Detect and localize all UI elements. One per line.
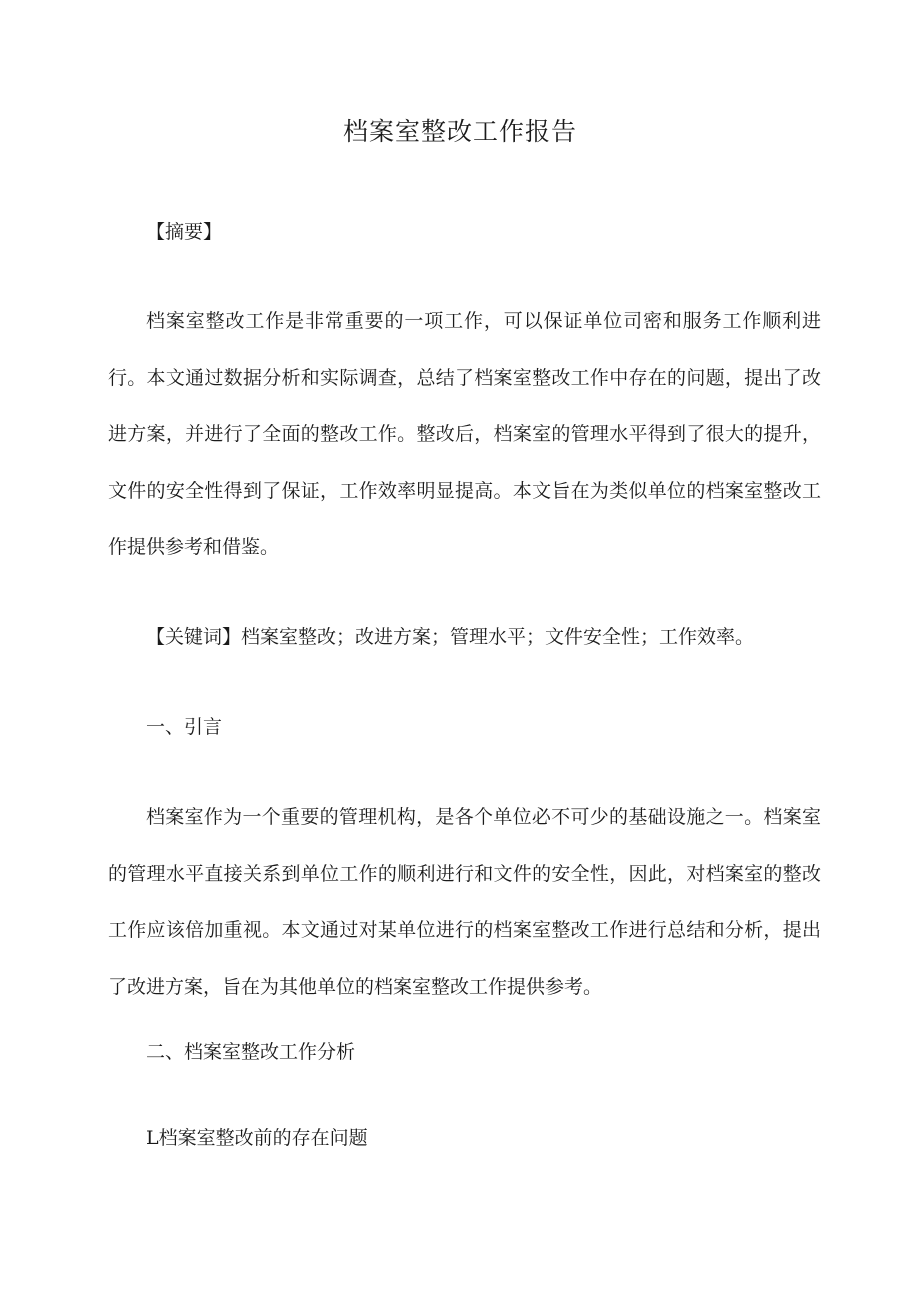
introduction-paragraph: 档案室作为一个重要的管理机构，是各个单位必不可少的基础设施之一。档案室的管理水平直接关系到单位工作的顺利进行和文件的安全性，因此，对档案室的整改工作应该倍加重视。本文通过对某单位进行的档案室整改工作进行总结和分析，提出了改进方案，旨在为其他单位的档案室整改工作提供参考。 <box>108 806 821 998</box>
abstract-body <box>108 293 821 576</box>
section-heading-introduction: 一、引言 <box>146 716 223 738</box>
subsection-heading-problems: L档案室整改前的存在问题 <box>146 1127 368 1149</box>
introduction-body <box>108 789 821 1015</box>
page-title: 档案室整改工作报告 <box>342 117 577 146</box>
section-heading-analysis: 二、档案室整改工作分析 <box>146 1041 356 1063</box>
abstract-heading: 【摘要】 <box>146 221 223 243</box>
keywords-line: 【关键词】档案室整改；改进方案；管理水平；文件安全性；工作效率。 <box>146 626 755 648</box>
abstract-paragraph: 档案室整改工作是非常重要的一项工作，可以保证单位司密和服务工作顺利进行。本文通过数据分析和实际调查，总结了档案室整改工作中存在的问题，提出了改进方案，并进行了全面的整改工作。整改后，档案室的管理水平得到了很大的提升，文件的安全性得到了保证，工作效率明显提高。本文旨在为类似单位的档案室整改工作提供参考和借鉴。 <box>108 310 821 558</box>
